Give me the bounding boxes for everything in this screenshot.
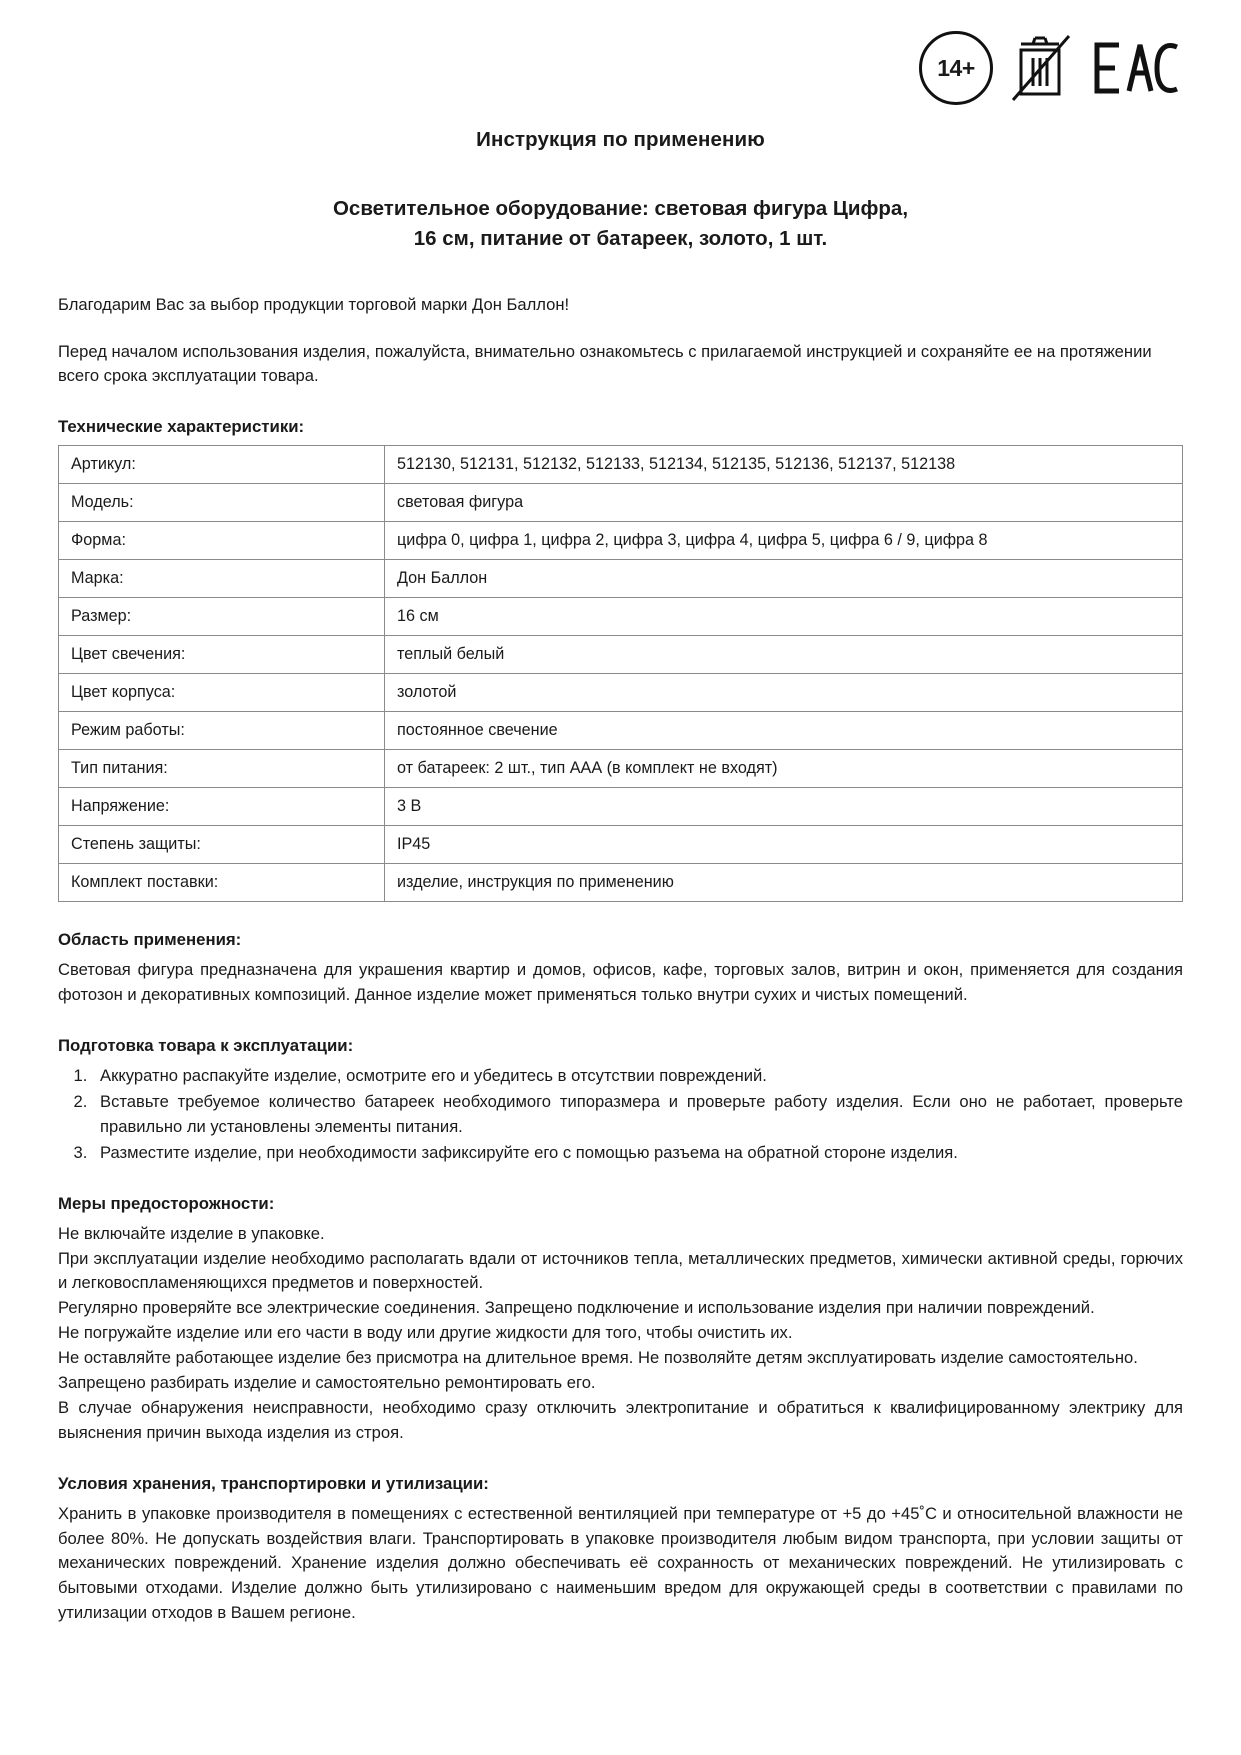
compliance-marks xyxy=(58,26,1183,110)
precautions-text xyxy=(58,1222,1183,1446)
spec-key: Марка: xyxy=(59,560,385,598)
eac-conformity-icon xyxy=(1091,40,1183,96)
spec-value: теплый белый xyxy=(385,636,1183,674)
crossed-out-wheelie-bin-icon xyxy=(1009,30,1075,106)
spec-key: Напряжение: xyxy=(59,788,385,826)
product-title-line-1: Осветительное оборудование: световая фигура Цифра, xyxy=(332,197,909,220)
table-row xyxy=(59,712,1183,750)
spec-value: 16 см xyxy=(385,598,1183,636)
spec-key: Форма: xyxy=(59,522,385,560)
precautions-heading: Меры предосторожности: xyxy=(58,1193,275,1213)
spec-value: золотой xyxy=(385,674,1183,712)
page-title: Инструкция по применению xyxy=(476,128,765,151)
spec-value: Дон Баллон xyxy=(385,560,1183,598)
spec-value: IP45 xyxy=(385,826,1183,864)
spec-value: от батареек: 2 шт., тип ААА (в комплект не входят) xyxy=(385,750,1183,788)
list-item: 1. Аккуратно распакуйте изделие, осмотрите его и убедитесь в отсутствии повреждений. xyxy=(92,1064,1183,1089)
table-row xyxy=(59,446,1183,484)
spec-key: Режим работы: xyxy=(59,712,385,750)
table-row xyxy=(59,864,1183,902)
spec-key: Цвет корпуса: xyxy=(59,674,385,712)
age-rating-label: 14+ xyxy=(937,54,975,81)
table-row xyxy=(59,674,1183,712)
spec-key: Цвет свечения: xyxy=(59,636,385,674)
spec-key: Размер: xyxy=(59,598,385,636)
spec-value: постоянное свечение xyxy=(385,712,1183,750)
product-title-line-2: 16 см, питание от батареек, золото, 1 шт. xyxy=(413,227,828,251)
spec-key: Комплект поставки: xyxy=(59,864,385,902)
list-item: 2. Вставьте требуемое количество батареек необходимого типоразмера и проверьте работу изделия. Если оно не работает, проверьте правильно ли установлены элементы питания. xyxy=(92,1090,1183,1140)
product-title xyxy=(58,194,1183,255)
age-rating-icon xyxy=(919,31,993,105)
spec-value: 512130, 512131, 512132, 512133, 512134, 512135, 512136, 512137, 512138 xyxy=(385,446,1183,484)
precaution-line: В случае обнаружения неисправности, необходимо сразу отключить электропитание и обратиться к квалифицированному электрику для выяснения причин выхода изделия из строя. xyxy=(58,1397,1183,1442)
intro-thanks: Благодарим Вас за выбор продукции торговой марки Дон Баллон! xyxy=(58,294,570,314)
application-text: Световая фигура предназначена для украшения квартир и домов, офисов, кафе, торговых залов, витрин и окон, применяется для создания фотозон и декоративных композиций. Данное изделие может применяться только внутри сухих и чистых помещений. xyxy=(58,960,1183,1005)
precaution-line: Не оставляйте работающее изделие без присмотра на длительное время. Не позволяйте детям эксплуатировать изделие самостоятельно. xyxy=(58,1348,1138,1368)
storage-text: Хранить в упаковке производителя в помещениях с естественной вентиляцией при температуре от +5 до +45˚С и относительной влажности не более 80%. Не допускать воздействия влаги. Транспортировать в упаковке производителя любым видом транспорта, при условии защиты от механических повреждений. Хранение изделия должно обеспечивать её сохранность от механических повреждений. Не утилизировать с бытовыми отходами. Изделие должно быть утилизировано с наименьшим вредом для окружающей среды в соответствии с правилами по утилизации отходов в Вашем регионе. xyxy=(58,1503,1183,1623)
precaution-line: Регулярно проверяйте все электрические соединения. Запрещено подключение и использование изделия при наличии повреждений. xyxy=(58,1298,1095,1318)
spec-value: цифра 0, цифра 1, цифра 2, цифра 3, цифра 4, цифра 5, цифра 6 / 9, цифра 8 xyxy=(385,522,1183,560)
spec-value: световая фигура xyxy=(385,484,1183,522)
list-item: 3. Разместите изделие, при необходимости зафиксируйте его с помощью разъема на обратной стороне изделия. xyxy=(92,1141,1183,1166)
spec-key: Тип питания: xyxy=(59,750,385,788)
application-heading: Область применения: xyxy=(58,930,242,950)
precaution-line: Запрещено разбирать изделие и самостоятельно ремонтировать его. xyxy=(58,1373,596,1393)
intro-block xyxy=(58,293,1183,390)
table-row xyxy=(59,598,1183,636)
table-row xyxy=(59,522,1183,560)
precaution-line: Не включайте изделие в упаковке. xyxy=(58,1223,325,1243)
spec-value: 3 В xyxy=(385,788,1183,826)
intro-before-use: Перед началом использования изделия, пожалуйста, внимательно ознакомьтесь с прилагаемой инструкцией и сохраняйте ее на протяжении всего срока эксплуатации товара. xyxy=(58,341,1152,386)
precaution-line: Не погружайте изделие или его части в воду или другие жидкости для того, чтобы очистить их. xyxy=(58,1323,793,1343)
preparation-steps xyxy=(58,1064,1183,1166)
table-row xyxy=(59,826,1183,864)
table-row xyxy=(59,788,1183,826)
spec-key: Артикул: xyxy=(59,446,385,484)
specifications-table xyxy=(58,445,1183,902)
spec-value: изделие, инструкция по применению xyxy=(385,864,1183,902)
spec-key: Степень защиты: xyxy=(59,826,385,864)
preparation-heading: Подготовка товара к эксплуатации: xyxy=(58,1036,354,1056)
table-row xyxy=(59,484,1183,522)
table-row xyxy=(59,560,1183,598)
precaution-line: При эксплуатации изделие необходимо располагать вдали от источников тепла, металлических предметов, химически активной среды, горючих и легковоспламеняющихся предметов и поверхностей. xyxy=(58,1248,1183,1293)
table-row xyxy=(59,750,1183,788)
specs-heading: Технические характеристики: xyxy=(58,417,305,437)
table-row xyxy=(59,636,1183,674)
spec-key: Модель: xyxy=(59,484,385,522)
storage-heading: Условия хранения, транспортировки и утилизации: xyxy=(58,1473,489,1493)
